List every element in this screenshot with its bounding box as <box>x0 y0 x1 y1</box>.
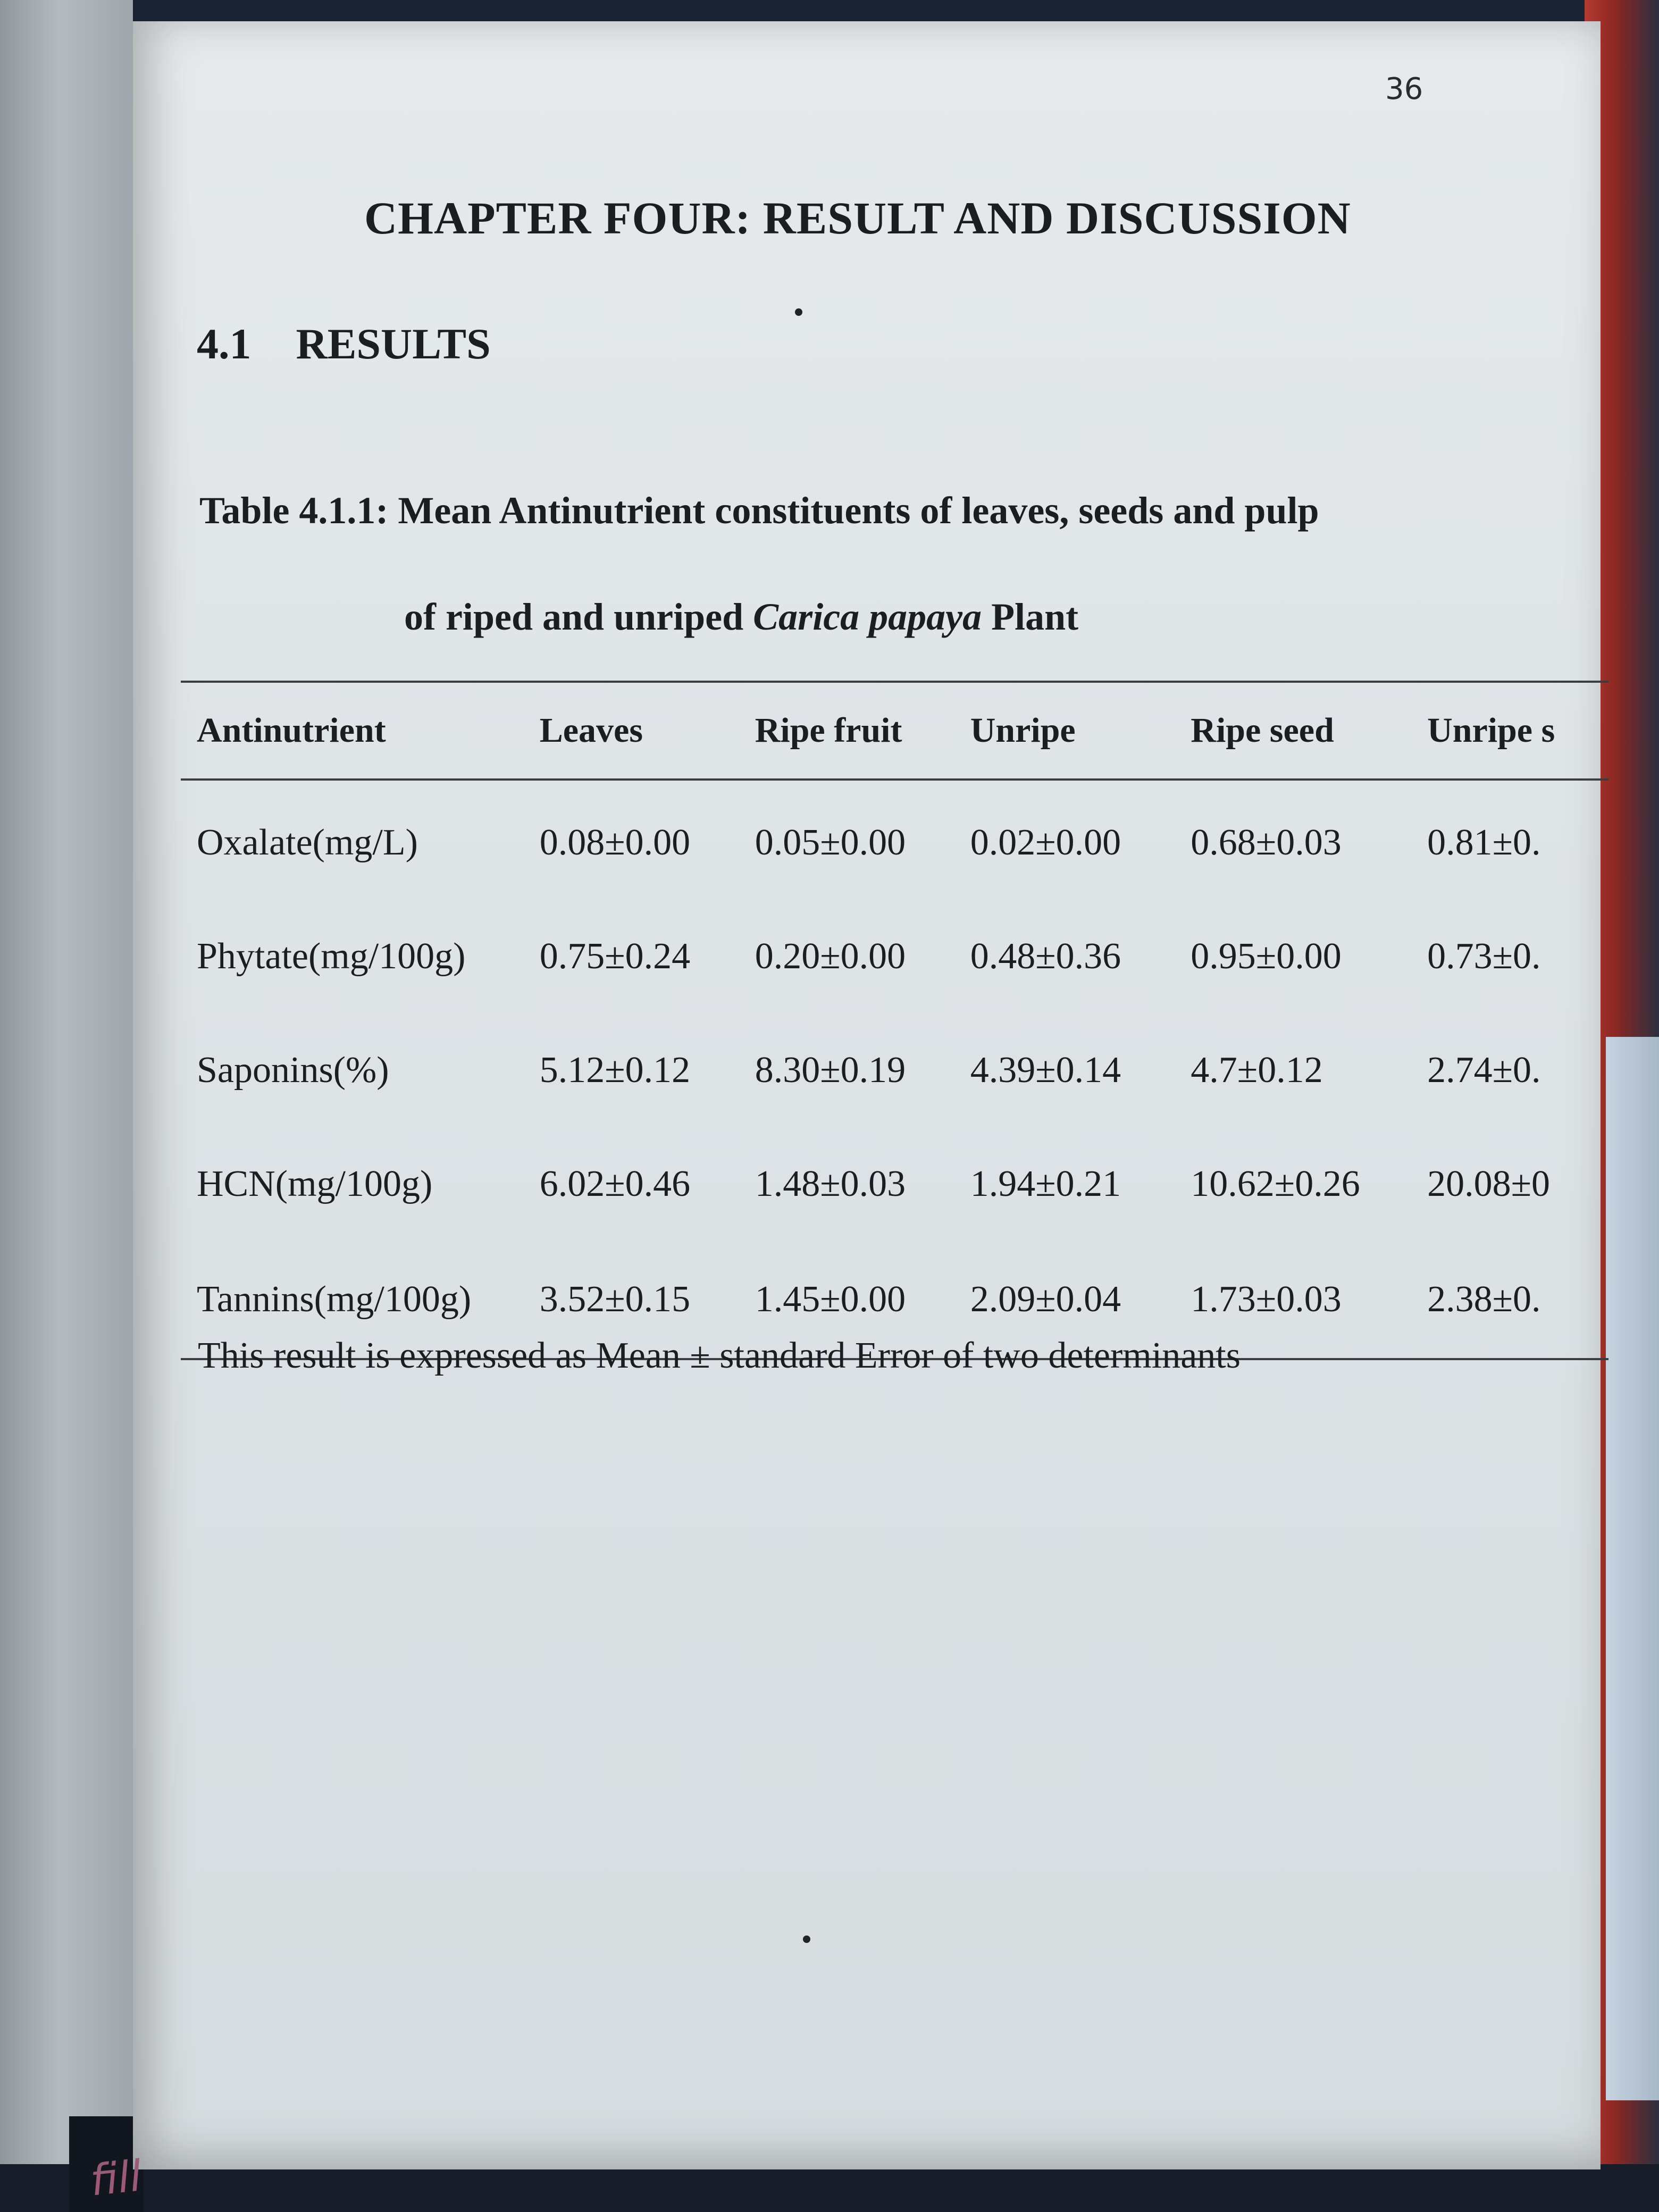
handwritten-note: fill <box>88 2151 144 2206</box>
table-cell: 2.09±0.04 <box>970 1241 1191 1359</box>
header-leaves: Leaves <box>540 682 755 780</box>
row-label: Phytate(mg/100g) <box>197 936 466 977</box>
header-unripe: Unripe <box>970 682 1191 780</box>
document-page <box>133 21 1601 2169</box>
chapter-title: CHAPTER FOUR: RESULT AND DISCUSSION <box>364 192 1351 244</box>
table-caption-line1: Table 4.1.1: Mean Antinutrient constituents of leaves, seeds and pulp <box>199 489 1319 532</box>
table-cell: 5.12±0.12 <box>539 1050 691 1091</box>
caption-species: Carica papaya <box>753 596 982 638</box>
table-cell: 0.48±0.36 <box>970 936 1121 977</box>
table-header-row <box>181 682 1608 780</box>
table-row <box>181 780 1608 900</box>
table-cell: 1.45±0.00 <box>755 1241 970 1359</box>
table-cell: 20.08±0 <box>1427 1163 1551 1204</box>
table-cell: 1.94±0.21 <box>970 1163 1121 1204</box>
ink-speck <box>803 1936 810 1943</box>
table-footnote: This result is expressed as Mean ± standard Error of two determinants <box>198 1335 1241 1376</box>
table-cell: 0.95±0.00 <box>1191 936 1342 977</box>
table-cell: 1.73±0.03 <box>1191 1241 1427 1359</box>
header-antinutrient: Antinutrient <box>181 682 540 780</box>
row-label: HCN(mg/100g) <box>197 1163 433 1204</box>
row-label: Saponins(%) <box>197 1050 389 1091</box>
table-cell: 8.30±0.19 <box>755 1050 906 1091</box>
antinutrient-table <box>181 681 1608 1360</box>
section-number: 4.1 <box>197 320 252 368</box>
table-cell: 0.05±0.00 <box>755 822 906 863</box>
table-caption-line2 <box>199 564 1614 670</box>
table-cell: 2.38±0. <box>1427 1241 1608 1359</box>
table-cell: 0.20±0.00 <box>755 936 906 977</box>
table-cell: 0.75±0.24 <box>539 936 691 977</box>
left-page-edge <box>0 0 133 2212</box>
table-cell: 3.52±0.15 <box>540 1241 755 1359</box>
ink-speck <box>795 308 802 316</box>
table-cell: 0.08±0.00 <box>539 822 691 863</box>
table-cell: 6.02±0.46 <box>539 1163 691 1204</box>
header-ripe-seed: Ripe seed <box>1191 682 1427 780</box>
table-cell: 0.81±0. <box>1427 822 1541 863</box>
page-number: 36 <box>1385 72 1423 106</box>
table-caption <box>199 457 1614 670</box>
row-label: Tannins(mg/100g) <box>181 1241 540 1359</box>
caption-suffix: Plant <box>982 596 1079 638</box>
header-unripe-seed: Unripe s <box>1427 682 1608 780</box>
table-cell: 2.74±0. <box>1427 1050 1541 1091</box>
bottom-backdrop <box>0 2164 1659 2212</box>
table-cell: 10.62±0.26 <box>1191 1163 1360 1204</box>
header-ripe-fruit: Ripe fruit <box>755 682 970 780</box>
caption-prefix: of riped and unriped <box>404 596 753 638</box>
table-row <box>181 900 1608 1013</box>
table-cell: 4.7±0.12 <box>1191 1050 1323 1091</box>
table-cell: 0.68±0.03 <box>1191 822 1342 863</box>
table-cell: 4.39±0.14 <box>970 1050 1121 1091</box>
table-row <box>181 1013 1608 1127</box>
section-title: RESULTS <box>296 320 491 368</box>
table-row <box>181 1127 1608 1241</box>
table-cell: 0.73±0. <box>1427 936 1541 977</box>
section-heading <box>197 319 491 369</box>
table-cell: 0.02±0.00 <box>970 822 1121 863</box>
paper-strip <box>1606 1037 1659 2100</box>
table-cell: 1.48±0.03 <box>755 1163 906 1204</box>
row-label: Oxalate(mg/L) <box>197 822 418 863</box>
